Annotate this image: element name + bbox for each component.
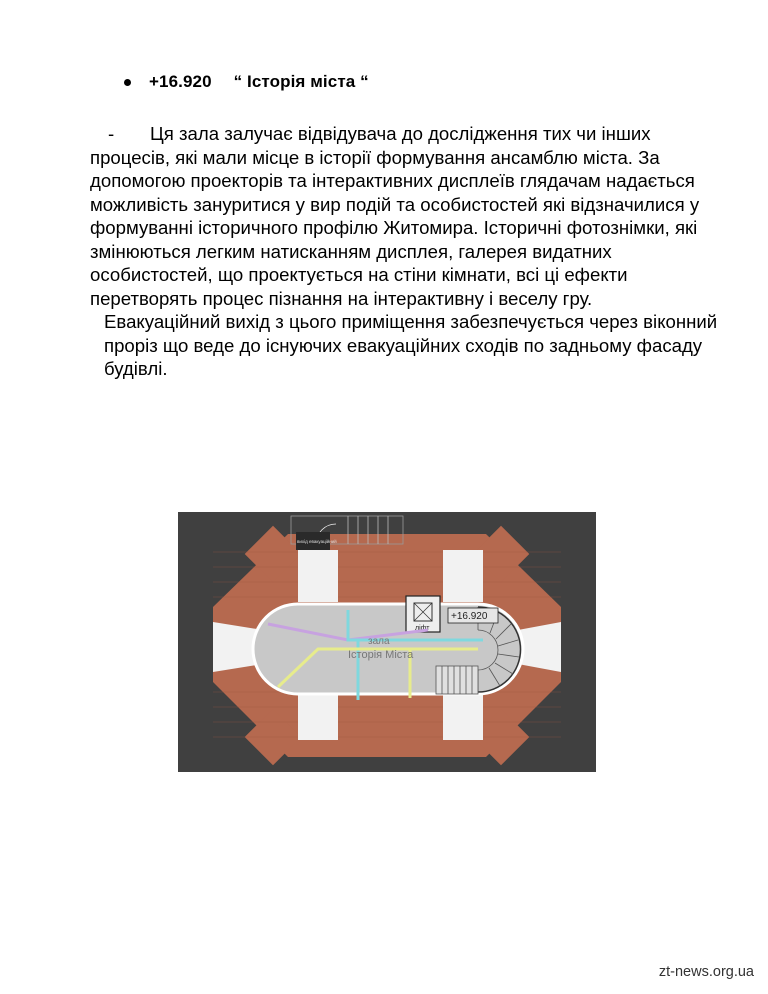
section-heading — [124, 72, 369, 92]
paragraph-1-text: Ця зала залучає відвідувача до дослідження тих чи інших процесів, які мали місце в історії формування ансамблю міста. За допомогою проекторів та інтерактивних дисплеїв глядачам надається можливість зануритися у вир подій та особистостей які відзначилися у формуванні історичного профілю Житомира. Історичні фотознімки, які змінюються легким натисканням дисплея, галерея видатних особистостей, що проектується на стіни кімнати, всі ці ефекти перетворять процес пізнання на інтерактивну і веселу гру. — [90, 123, 700, 309]
room-label-line2: Історія Міста — [348, 649, 414, 661]
dash-marker: - — [108, 123, 115, 144]
exit-label: вихід евакуаційний — [297, 539, 337, 544]
watermark: zt-news.org.ua — [658, 964, 754, 980]
lift-label: ліфт — [415, 625, 430, 632]
heading-title: “ Історія міста “ — [233, 72, 369, 91]
plan-level-label: +16.920 — [451, 611, 488, 622]
floor-plan — [178, 512, 596, 772]
paragraph-2: Евакуаційний вихід з цього приміщення забезпечується через віконний проріз що веде до існуючих евакуаційних сходів по задньому фасаду будівлі. — [104, 311, 718, 379]
room-label-line1: зала — [368, 636, 390, 647]
bullet-icon — [124, 79, 131, 86]
window-bottom-left — [298, 690, 338, 740]
description-text — [90, 122, 730, 381]
window-top-left — [298, 550, 338, 602]
window-top-right — [443, 550, 483, 602]
window-bottom-right — [443, 690, 483, 740]
paragraph-1 — [90, 122, 730, 310]
heading-level: +16.920 — [149, 72, 212, 91]
